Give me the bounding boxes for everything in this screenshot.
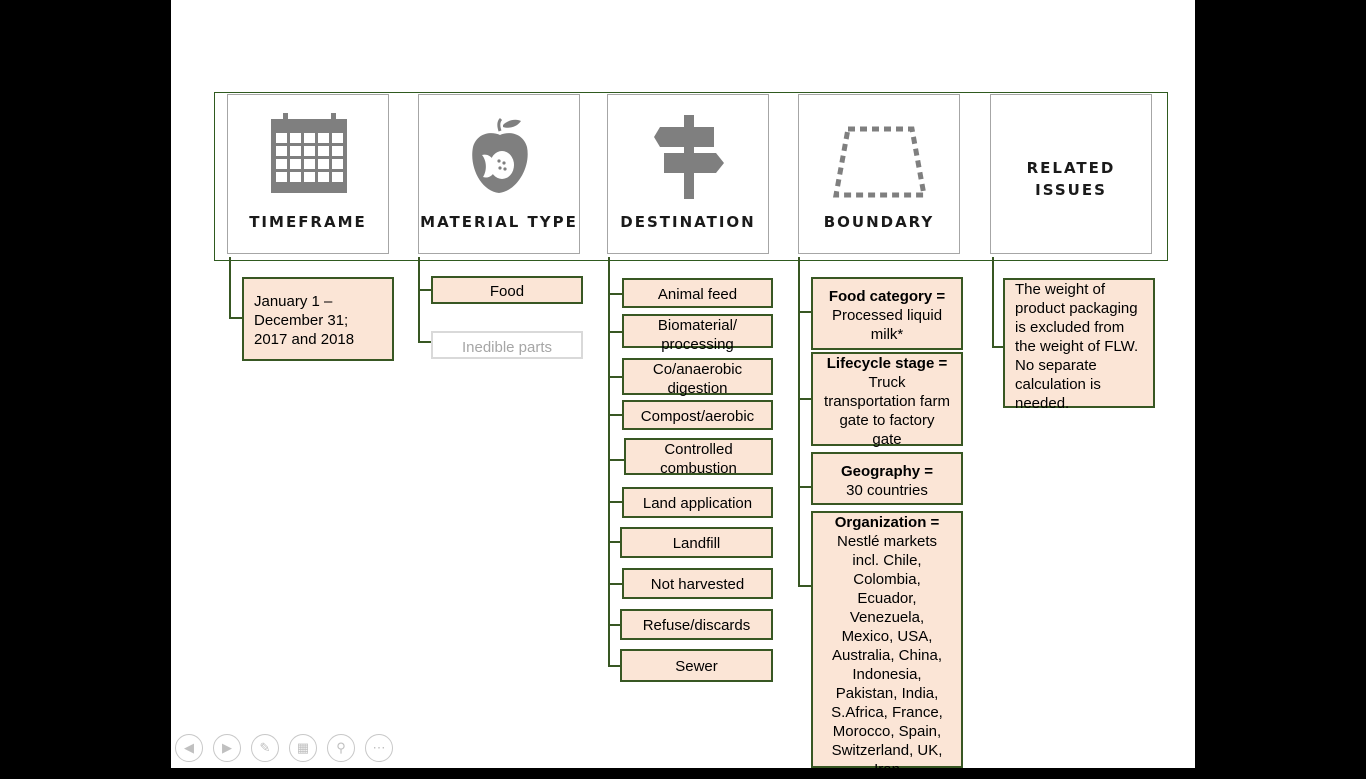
pen-icon[interactable]: ✎ bbox=[251, 734, 279, 762]
destination-item: Landfill bbox=[620, 527, 773, 558]
boundary-connector bbox=[798, 257, 800, 587]
boundary-lifecycle-box: Lifecycle stage = Truck transportation farm gate to factory gate bbox=[811, 352, 963, 446]
timeframe-connector-h bbox=[229, 317, 243, 319]
material-type-header bbox=[418, 94, 580, 254]
previous-icon[interactable]: ◀ bbox=[175, 734, 203, 762]
dest-h-5 bbox=[608, 501, 622, 503]
material-connector-food bbox=[418, 289, 432, 291]
boundary-geography-box: Geography = 30 countries bbox=[811, 452, 963, 505]
destination-connector bbox=[608, 257, 610, 667]
timeframe-box: January 1 – December 31; 2017 and 2018 bbox=[242, 277, 394, 361]
destination-header bbox=[607, 94, 769, 254]
dest-h-4 bbox=[608, 459, 624, 461]
related-issues-header bbox=[990, 94, 1152, 254]
boundary-h-1 bbox=[798, 398, 812, 400]
related-connector bbox=[992, 257, 994, 348]
material-connector-inedible bbox=[418, 341, 432, 343]
destination-item: Biomaterial/ processing bbox=[622, 314, 773, 348]
boundary-organization-box: Organization = Nestlé markets incl. Chile, Colombia, Ecuador, Venezuela, Mexico, USA, Australia, China, Indonesia, Pakistan, India, S.Africa, France, Morocco, Spain, Switzerland, UK, Iran bbox=[811, 511, 963, 768]
dest-h-0 bbox=[608, 293, 622, 295]
boundary-header bbox=[798, 94, 960, 254]
material-inedible-box: Inedible parts bbox=[431, 331, 583, 359]
timeframe-label: TIMEFRAME bbox=[249, 213, 367, 231]
apple-core-icon bbox=[465, 117, 535, 197]
related-issues-box: The weight of product packaging is excluded from the weight of FLW. No separate calculation is needed. bbox=[1003, 278, 1155, 408]
destination-item: Animal feed bbox=[622, 278, 773, 308]
destination-label: DESTINATION bbox=[620, 213, 756, 231]
boundary-h-3 bbox=[798, 585, 812, 587]
boundary-label: BOUNDARY bbox=[823, 213, 935, 231]
slides-icon[interactable]: ▦ bbox=[289, 734, 317, 762]
destination-item: Refuse/discards bbox=[620, 609, 773, 640]
dest-h-3 bbox=[608, 414, 622, 416]
timeframe-header bbox=[227, 94, 389, 254]
dest-h-1 bbox=[608, 331, 622, 333]
dest-h-7 bbox=[608, 583, 622, 585]
boundary-icon bbox=[830, 125, 930, 201]
dest-h-2 bbox=[608, 376, 622, 378]
destination-item: Co/anaerobic digestion bbox=[622, 358, 773, 395]
signpost-icon bbox=[654, 113, 724, 201]
destination-item: Sewer bbox=[620, 649, 773, 682]
material-food-box: Food bbox=[431, 276, 583, 304]
more-icon[interactable]: ⋯ bbox=[365, 734, 393, 762]
boundary-h-0 bbox=[798, 311, 812, 313]
boundary-food-category-box: Food category = Processed liquid milk* bbox=[811, 277, 963, 350]
destination-item: Not harvested bbox=[622, 568, 773, 599]
related-issues-label: RELATED ISSUES bbox=[1026, 159, 1116, 199]
material-connector bbox=[418, 257, 420, 343]
boundary-h-2 bbox=[798, 486, 812, 488]
destination-item: Compost/aerobic bbox=[622, 400, 773, 430]
timeframe-connector bbox=[229, 257, 231, 319]
material-type-label: MATERIAL TYPE bbox=[420, 213, 578, 231]
next-icon[interactable]: ▶ bbox=[213, 734, 241, 762]
zoom-icon[interactable]: ⚲ bbox=[327, 734, 355, 762]
slide bbox=[171, 0, 1195, 778]
destination-item: Land application bbox=[622, 487, 773, 518]
destination-item: Controlled combustion bbox=[624, 438, 773, 475]
calendar-icon bbox=[269, 111, 349, 195]
